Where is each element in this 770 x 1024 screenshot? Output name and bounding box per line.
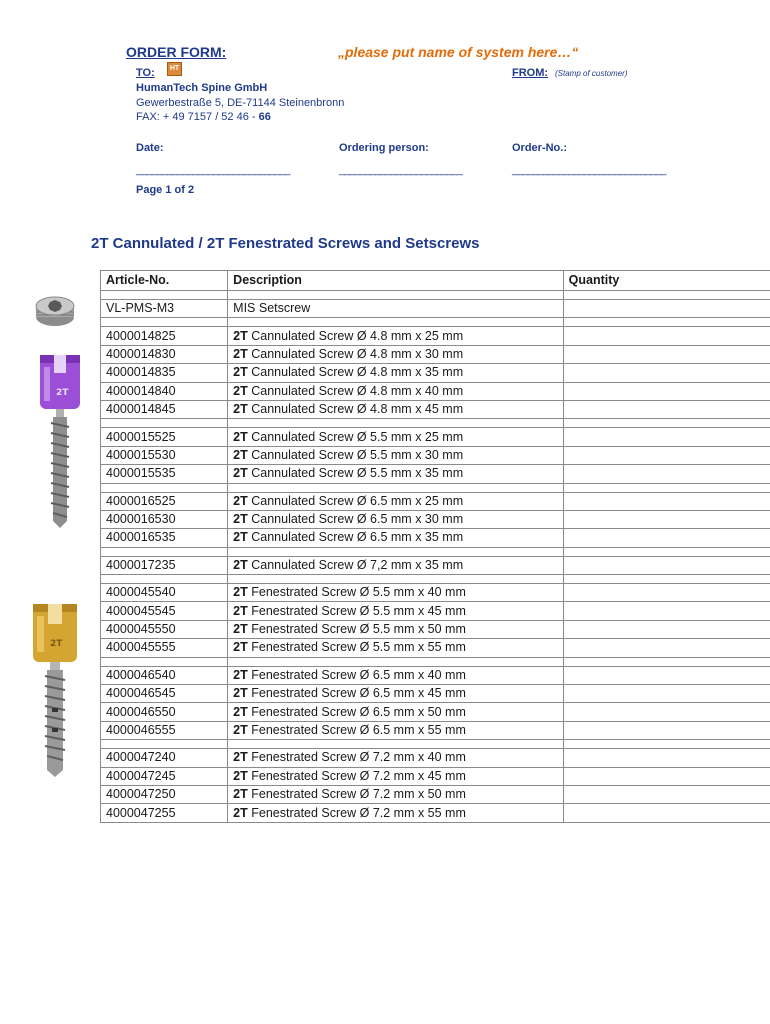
spacer-row <box>101 318 770 327</box>
qty-spacer[interactable] <box>563 419 770 428</box>
quantity-cell[interactable] <box>563 749 770 767</box>
qty-spacer[interactable] <box>563 318 770 327</box>
qty-spacer[interactable] <box>563 575 770 584</box>
humantech-logo-icon: HT <box>167 62 182 76</box>
spacer-row <box>101 547 770 556</box>
order-form-title: ORDER FORM: <box>126 44 227 60</box>
table-row <box>101 327 770 345</box>
article-no: 4000015535 <box>101 465 228 483</box>
description-text: Fenestrated Screw Ø 7.2 mm x 45 mm <box>247 768 466 783</box>
description-text: Fenestrated Screw Ø 5.5 mm x 55 mm <box>247 640 466 655</box>
quantity-cell[interactable] <box>563 529 770 547</box>
qty-spacer[interactable] <box>563 547 770 556</box>
description <box>228 327 563 345</box>
description-text: Fenestrated Screw Ø 5.5 mm x 40 mm <box>247 585 466 600</box>
table-row <box>101 556 770 574</box>
table-row <box>101 345 770 363</box>
description-text: Fenestrated Screw Ø 6.5 mm x 40 mm <box>247 667 466 682</box>
header-description: Description <box>228 271 563 291</box>
article-no: 4000046545 <box>101 685 228 703</box>
description-text: Fenestrated Screw Ø 5.5 mm x 45 mm <box>247 603 466 618</box>
description-text: Cannulated Screw Ø 5.5 mm x 35 mm <box>247 466 464 481</box>
description <box>228 465 563 483</box>
quantity-cell[interactable] <box>563 785 770 803</box>
ordering-person-label: Ordering person: <box>339 142 429 154</box>
description <box>228 446 563 464</box>
screw-type: 2T <box>233 383 248 398</box>
qty-spacer[interactable] <box>563 483 770 492</box>
from-label: FROM: <box>512 67 549 79</box>
article-no: 4000047245 <box>101 767 228 785</box>
description <box>228 767 563 785</box>
article-no: 4000014830 <box>101 345 228 363</box>
quantity-cell[interactable] <box>563 364 770 382</box>
screw-type: 2T <box>233 365 248 380</box>
description <box>228 666 563 684</box>
article-no: 4000017235 <box>101 556 228 574</box>
screw-type: 2T <box>233 346 248 361</box>
table-row <box>101 804 770 822</box>
article-no: 4000014840 <box>101 382 228 400</box>
page-number: Page 1 of 2 <box>136 184 195 196</box>
description <box>228 556 563 574</box>
screw-type: 2T <box>233 493 248 508</box>
description-text: Cannulated Screw Ø 7,2 mm x 35 mm <box>247 557 464 572</box>
quantity-cell[interactable] <box>563 703 770 721</box>
quantity-cell[interactable] <box>563 300 770 318</box>
svg-text:2T: 2T <box>50 639 63 649</box>
table-row <box>101 492 770 510</box>
screw-type: 2T <box>233 750 248 765</box>
article-no: 4000016530 <box>101 510 228 528</box>
description <box>228 785 563 803</box>
setscrew-image <box>34 293 76 329</box>
qty-spacer[interactable] <box>563 291 770 300</box>
article-no: 4000045555 <box>101 639 228 657</box>
screw-type: 2T <box>233 429 248 444</box>
qty-spacer[interactable] <box>563 657 770 666</box>
article-no: 4000046540 <box>101 666 228 684</box>
table-row <box>101 703 770 721</box>
article-no: 4000014825 <box>101 327 228 345</box>
quantity-cell[interactable] <box>563 767 770 785</box>
quantity-cell[interactable] <box>563 382 770 400</box>
screw-type: 2T <box>233 805 248 820</box>
description-text: Cannulated Screw Ø 4.8 mm x 35 mm <box>247 365 464 380</box>
description <box>228 749 563 767</box>
screw-type: 2T <box>233 704 248 719</box>
table-row <box>101 666 770 684</box>
spacer-row <box>101 483 770 492</box>
screw-type: 2T <box>233 585 248 600</box>
svg-text:2T: 2T <box>56 388 69 398</box>
screw-type: 2T <box>233 447 248 462</box>
article-no: 4000047250 <box>101 785 228 803</box>
description-text: Fenestrated Screw Ø 6.5 mm x 55 mm <box>247 723 466 737</box>
description <box>228 639 563 657</box>
screw-type: 2T <box>233 686 248 701</box>
article-no: 4000014845 <box>101 400 228 418</box>
fax-suffix: 66 <box>258 111 271 123</box>
table-row <box>101 446 770 464</box>
article-no: VL-PMS-M3 <box>101 300 228 318</box>
description <box>228 492 563 510</box>
description <box>228 602 563 620</box>
article-no: 4000046555 <box>101 721 228 739</box>
description-text: Cannulated Screw Ø 4.8 mm x 45 mm <box>247 402 464 417</box>
quantity-cell[interactable] <box>563 400 770 418</box>
screw-type: 2T <box>233 530 248 545</box>
article-no: 4000045545 <box>101 602 228 620</box>
screw-type: 2T <box>233 640 248 655</box>
company-name: HumanTech Spine GmbH <box>136 82 268 94</box>
quantity-cell[interactable] <box>563 446 770 464</box>
fenestrated-screw-image <box>30 600 80 778</box>
description-text: Cannulated Screw Ø 4.8 mm x 40 mm <box>247 383 464 398</box>
table-row <box>101 364 770 382</box>
article-no: 4000016535 <box>101 529 228 547</box>
article-no: 4000015530 <box>101 446 228 464</box>
article-no: 4000047255 <box>101 804 228 822</box>
description-text: Cannulated Screw Ø 5.5 mm x 25 mm <box>247 429 464 444</box>
article-no: 4000015525 <box>101 428 228 446</box>
description-text: Fenestrated Screw Ø 7.2 mm x 40 mm <box>247 750 466 765</box>
date-label: Date: <box>136 142 164 154</box>
order-table <box>100 270 770 823</box>
spacer-row <box>101 291 770 300</box>
description-text: Cannulated Screw Ø 5.5 mm x 30 mm <box>247 447 464 462</box>
description-text: Cannulated Screw Ø 4.8 mm x 25 mm <box>247 328 464 343</box>
quantity-cell[interactable] <box>563 685 770 703</box>
description <box>228 721 563 739</box>
quantity-cell[interactable] <box>563 345 770 363</box>
screw-type: 2T <box>233 768 248 783</box>
table-row <box>101 529 770 547</box>
stamp-note: (Stamp of customer) <box>555 69 628 78</box>
company-fax <box>136 111 271 123</box>
description <box>228 529 563 547</box>
system-name-placeholder[interactable]: „please put name of system here…“ <box>338 44 579 60</box>
to-label: TO: <box>136 67 155 79</box>
description <box>228 364 563 382</box>
header-article-no: Article-No. <box>101 271 228 291</box>
screw-type: 2T <box>233 557 248 572</box>
table-row <box>101 785 770 803</box>
table-row <box>101 428 770 446</box>
description-text: Fenestrated Screw Ø 5.5 mm x 50 mm <box>247 622 466 637</box>
table-row <box>101 767 770 785</box>
screw-type: 2T <box>233 787 248 802</box>
quantity-cell[interactable] <box>563 584 770 602</box>
table-row <box>101 721 770 739</box>
description <box>228 703 563 721</box>
description-text: Cannulated Screw Ø 4.8 mm x 30 mm <box>247 346 464 361</box>
article-no: 4000016525 <box>101 492 228 510</box>
quantity-cell[interactable] <box>563 804 770 822</box>
table-row <box>101 465 770 483</box>
article-no: 4000046550 <box>101 703 228 721</box>
article-no: 4000014835 <box>101 364 228 382</box>
description <box>228 428 563 446</box>
description-text: Fenestrated Screw Ø 6.5 mm x 50 mm <box>247 704 466 719</box>
table-row <box>101 602 770 620</box>
screw-type: 2T <box>233 667 248 682</box>
description <box>228 400 563 418</box>
header-quantity: Quantity <box>563 271 770 291</box>
description <box>228 510 563 528</box>
article-no: 4000045540 <box>101 584 228 602</box>
description <box>228 382 563 400</box>
screw-type: 2T <box>233 512 248 527</box>
spacer-row <box>101 419 770 428</box>
quantity-cell[interactable] <box>563 666 770 684</box>
qty-spacer[interactable] <box>563 740 770 749</box>
ordering-person-field[interactable]: ________________________ <box>339 164 462 176</box>
article-no: 4000045550 <box>101 620 228 638</box>
spacer-row <box>101 575 770 584</box>
table-row <box>101 584 770 602</box>
screw-type: 2T <box>233 466 248 481</box>
screw-type: 2T <box>233 603 248 618</box>
quantity-cell[interactable] <box>563 327 770 345</box>
description-text: Fenestrated Screw Ø 7.2 mm x 50 mm <box>247 787 466 802</box>
description-text: Cannulated Screw Ø 6.5 mm x 30 mm <box>247 512 464 527</box>
quantity-cell[interactable] <box>563 465 770 483</box>
table-row <box>101 382 770 400</box>
description <box>228 685 563 703</box>
table-row <box>101 510 770 528</box>
description-text: Cannulated Screw Ø 6.5 mm x 25 mm <box>247 493 464 508</box>
table-row <box>101 620 770 638</box>
quantity-cell[interactable] <box>563 556 770 574</box>
table-row <box>101 685 770 703</box>
quantity-cell[interactable] <box>563 428 770 446</box>
screw-type: 2T <box>233 723 248 737</box>
table-row <box>101 639 770 657</box>
quantity-cell[interactable] <box>563 510 770 528</box>
section-title: 2T Cannulated / 2T Fenestrated Screws and Setscrews <box>91 235 480 252</box>
article-no: 4000047240 <box>101 749 228 767</box>
quantity-cell[interactable] <box>563 639 770 657</box>
screw-type: 2T <box>233 622 248 637</box>
description <box>228 345 563 363</box>
spacer-row <box>101 740 770 749</box>
description-text: Fenestrated Screw Ø 6.5 mm x 45 mm <box>247 686 466 701</box>
order-no-field[interactable]: ______________________________ <box>512 164 666 176</box>
table-row <box>101 749 770 767</box>
description-text: Cannulated Screw Ø 6.5 mm x 35 mm <box>247 530 464 545</box>
table-header-row <box>101 271 770 291</box>
quantity-cell[interactable] <box>563 602 770 620</box>
description-text: Fenestrated Screw Ø 7.2 mm x 55 mm <box>247 805 466 820</box>
company-address: Gewerbestraße 5, DE-71144 Steinenbronn <box>136 97 345 109</box>
table-row <box>101 300 770 318</box>
table-row <box>101 400 770 418</box>
spacer-row <box>101 657 770 666</box>
description <box>228 300 563 318</box>
description <box>228 804 563 822</box>
quantity-cell[interactable] <box>563 492 770 510</box>
fax-prefix: FAX: + 49 7157 / 52 46 - <box>136 111 259 123</box>
description-text: MIS Setscrew <box>233 301 311 316</box>
quantity-cell[interactable] <box>563 620 770 638</box>
description <box>228 620 563 638</box>
description <box>228 584 563 602</box>
order-no-label: Order-No.: <box>512 142 567 154</box>
screw-type: 2T <box>233 402 248 417</box>
quantity-cell[interactable] <box>563 721 770 739</box>
date-field[interactable]: ______________________________ <box>136 164 290 176</box>
screw-type: 2T <box>233 328 248 343</box>
cannulated-screw-image <box>38 353 82 529</box>
